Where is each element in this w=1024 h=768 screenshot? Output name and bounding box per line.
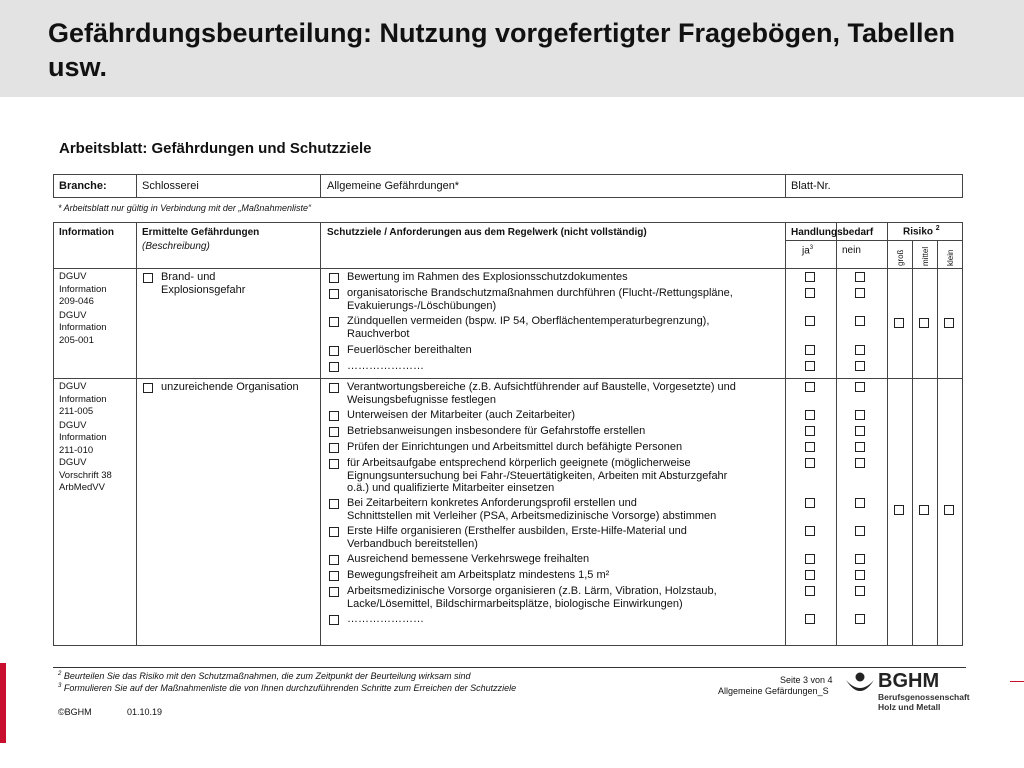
- nein-checkbox[interactable]: [855, 316, 865, 326]
- risiko-sup: 2: [935, 225, 940, 232]
- sheet-title: Arbeitsblatt: Gefährdungen und Schutzziele: [59, 140, 372, 157]
- section-divider: [53, 378, 963, 379]
- requirement-checkbox[interactable]: [329, 615, 339, 625]
- nein-checkbox[interactable]: [855, 526, 865, 536]
- ja-sup: 3: [809, 245, 814, 251]
- ja-checkbox[interactable]: [805, 458, 815, 468]
- ja-checkbox[interactable]: [805, 614, 815, 624]
- header-gross: groß: [896, 249, 905, 266]
- requirement-text: Verantwortungsbereiche (z.B. Aufsichtführender auf Baustelle, Vorgesetzte) und: [347, 381, 736, 393]
- requirement-checkbox[interactable]: [329, 459, 339, 469]
- info-line: DGUV: [59, 271, 87, 282]
- info-line: 211-010: [59, 444, 94, 456]
- ja-checkbox[interactable]: [805, 316, 815, 326]
- header-information: Information: [59, 227, 114, 238]
- ja-checkbox[interactable]: [805, 272, 815, 282]
- header-beschreibung: (Beschreibung): [142, 241, 210, 252]
- footnote-sup: 2: [58, 671, 62, 677]
- divider: [136, 174, 137, 198]
- nein-checkbox[interactable]: [855, 426, 865, 436]
- requirement-checkbox[interactable]: [329, 273, 339, 283]
- requirement-text: Bewegungsfreiheit am Arbeitsplatz mindestens 1,5 m²: [347, 569, 610, 581]
- requirement-text: für Arbeitsaufgabe entsprechend körperlich geeignete (möglicherweise: [347, 457, 691, 469]
- logo-name: BGHM: [878, 670, 940, 692]
- requirement-text: Rauchverbot: [347, 327, 410, 340]
- nein-checkbox[interactable]: [855, 498, 865, 508]
- nein-checkbox[interactable]: [855, 442, 865, 452]
- ja-checkbox[interactable]: [805, 554, 815, 564]
- nein-checkbox[interactable]: [855, 288, 865, 298]
- hazard-line: Explosionsgefahr: [161, 283, 246, 296]
- nein-checkbox[interactable]: [855, 345, 865, 355]
- header-handlungsbedarf: Handlungsbedarf: [791, 227, 874, 238]
- info-line: 205-001: [59, 334, 94, 346]
- header-ja: [802, 245, 813, 256]
- bghm-logo-icon: [845, 672, 875, 696]
- header-schutzziele: Schutzziele / Anforderungen aus dem Regelwerk (nicht vollständig): [327, 227, 647, 238]
- ja-checkbox[interactable]: [805, 498, 815, 508]
- info-line: Information: [59, 283, 107, 295]
- hazard-line: Brand- und: [161, 271, 216, 283]
- header-nein: nein: [842, 245, 861, 256]
- requirement-text: organisatorische Brandschutzmaßnahmen durchführen (Flucht-/Rettungspläne,: [347, 287, 733, 299]
- nein-checkbox[interactable]: [855, 554, 865, 564]
- info-line: 211-005: [59, 406, 94, 417]
- footnote-text: Beurteilen Sie das Risiko mit den Schutzmaßnahmen, die zum Zeitpunkt der Beurteilung wirksam sind: [63, 671, 471, 681]
- footnote-text: Formulieren Sie auf der Maßnahmenliste die von Ihnen durchzuführenden Schritte zum Erreichen der Schutzziele: [63, 683, 517, 693]
- requirement-checkbox[interactable]: [329, 555, 339, 565]
- requirement-text: Prüfen der Einrichtungen und Arbeitsmittel durch befähigte Personen: [347, 441, 683, 453]
- requirement-text: Weisungsbefugnisse festlegen: [347, 393, 497, 406]
- header-mittel: mittel: [921, 246, 930, 266]
- requirement-checkbox[interactable]: [329, 443, 339, 453]
- nein-checkbox[interactable]: [855, 458, 865, 468]
- nein-checkbox[interactable]: [855, 410, 865, 420]
- requirement-checkbox[interactable]: [329, 362, 339, 372]
- risk-klein-checkbox[interactable]: [944, 505, 954, 515]
- ja-checkbox[interactable]: [805, 345, 815, 355]
- requirement-checkbox[interactable]: [329, 587, 339, 597]
- blatt-nr-label: Blatt-Nr.: [791, 180, 831, 192]
- risk-mittel-checkbox[interactable]: [919, 318, 929, 328]
- requirement-checkbox[interactable]: [329, 317, 339, 327]
- info-line: DGUV: [59, 419, 87, 431]
- requirement-text: Zündquellen vermeiden (bspw. IP 54, Oberflächentemperaturbegrenzung),: [347, 315, 710, 327]
- accent-bar: [0, 663, 6, 743]
- document-name: Allgemeine Gefärdungen_S: [718, 686, 829, 696]
- ja-checkbox[interactable]: [805, 410, 815, 420]
- note: * Arbeitsblatt nur gültig in Verbindung mit der „Maßnahmenliste“: [58, 203, 311, 213]
- ja-checkbox[interactable]: [805, 361, 815, 371]
- requirement-checkbox[interactable]: [329, 499, 339, 509]
- nein-checkbox[interactable]: [855, 586, 865, 596]
- divider: [785, 174, 786, 198]
- accent-line: [1010, 681, 1024, 682]
- bghm-logo: [845, 670, 970, 712]
- date: 01.10.19: [127, 707, 163, 717]
- divider: [320, 174, 321, 198]
- nein-checkbox[interactable]: [855, 382, 865, 392]
- column-divider: [912, 240, 913, 646]
- risk-gross-checkbox[interactable]: [894, 318, 904, 328]
- column-divider: [320, 222, 321, 646]
- header-bottom: [53, 268, 963, 269]
- info-line: ArbMedVV: [59, 482, 105, 493]
- header-divider: [785, 240, 963, 241]
- requirement-text: Evakuierungs-/Löschübungen): [347, 299, 497, 312]
- ja-checkbox[interactable]: [805, 586, 815, 596]
- nein-checkbox[interactable]: [855, 361, 865, 371]
- nein-checkbox[interactable]: [855, 614, 865, 624]
- page-number: Seite 3 von 4: [780, 675, 833, 685]
- requirement-checkbox[interactable]: [329, 346, 339, 356]
- hazard-line: unzureichende Organisation: [161, 381, 299, 393]
- slide-title: Gefährdungsbeurteilung: Nutzung vorgefertigter Fragebögen, Tabellen usw.: [48, 18, 956, 82]
- footnote-2: [58, 671, 471, 681]
- ja-checkbox[interactable]: [805, 526, 815, 536]
- requirement-text: Lacke/Lösemittel, Bildschirmarbeitsplätze, biologische Einwirkungen): [347, 597, 683, 610]
- logo-sub1: Berufsgenossenschaft: [878, 692, 970, 702]
- nein-checkbox[interactable]: [855, 570, 865, 580]
- risk-mittel-checkbox[interactable]: [919, 505, 929, 515]
- ja-checkbox[interactable]: [805, 570, 815, 580]
- column-divider: [836, 222, 837, 646]
- column-divider: [937, 240, 938, 646]
- ja-checkbox[interactable]: [805, 426, 815, 436]
- category-value: Allgemeine Gefährdungen*: [327, 180, 460, 192]
- requirement-text: Unterweisen der Mitarbeiter (auch Zeitarbeiter): [347, 409, 576, 421]
- requirement-text: Bei Zeitarbeitern konkretes Anforderungsprofil erstellen und: [347, 497, 637, 509]
- info-line: DGUV: [59, 309, 87, 321]
- requirement-text: Erste Hilfe organisieren (Ersthelfer ausbilden, Erste-Hilfe-Material und: [347, 525, 687, 537]
- info-line: Information: [59, 393, 107, 405]
- column-divider: [136, 222, 137, 646]
- footer-divider: [53, 667, 966, 668]
- risk-gross-checkbox[interactable]: [894, 505, 904, 515]
- requirement-text: Verbandbuch bereitstellen): [347, 537, 478, 550]
- requirement-text: Bewertung im Rahmen des Explosionsschutzdokumentes: [347, 271, 628, 283]
- requirement-checkbox[interactable]: [329, 571, 339, 581]
- requirement-checkbox[interactable]: [329, 527, 339, 537]
- info-line: Information: [59, 322, 107, 333]
- branche-label: Branche:: [59, 180, 107, 192]
- info-line: Vorschrift 38: [59, 469, 112, 481]
- branche-value: Schlosserei: [142, 180, 199, 192]
- hazard-checkbox[interactable]: [143, 273, 153, 283]
- column-divider: [887, 222, 888, 646]
- requirement-text: Arbeitsmedizinische Vorsorge organisieren (z.B. Lärm, Vibration, Holzstaub,: [347, 585, 717, 597]
- requirement-checkbox[interactable]: [329, 427, 339, 437]
- requirement-text: Ausreichend bemessene Verkehrswege freihalten: [347, 553, 590, 565]
- header-risiko: [903, 225, 940, 237]
- requirement-text: Betriebsanweisungen insbesondere für Gefahrstoffe erstellen: [347, 425, 646, 437]
- header-klein: klein: [946, 249, 955, 266]
- requirement-text: Schnittstellen mit Verleiher (PSA, Arbeitsmedizinische Vorsorge) abstimmen: [347, 509, 717, 522]
- risiko-label: Risiko: [903, 226, 934, 238]
- requirement-text: Feuerlöscher bereithalten: [347, 344, 472, 356]
- info-line: 209-046: [59, 296, 94, 307]
- logo-sub2: Holz und Metall: [878, 702, 941, 712]
- ja-checkbox[interactable]: [805, 442, 815, 452]
- hazard-checkbox[interactable]: [143, 383, 153, 393]
- copyright: ©BGHM: [58, 707, 92, 717]
- requirement-checkbox[interactable]: [329, 411, 339, 421]
- nein-checkbox[interactable]: [855, 272, 865, 282]
- risk-klein-checkbox[interactable]: [944, 318, 954, 328]
- ja-checkbox[interactable]: [805, 288, 815, 298]
- footnote-sup: 3: [58, 683, 62, 689]
- requirement-checkbox[interactable]: [329, 383, 339, 393]
- info-line: DGUV: [59, 381, 87, 392]
- ja-checkbox[interactable]: [805, 382, 815, 392]
- footnote-3: [58, 683, 516, 693]
- info-line: Information: [59, 432, 107, 443]
- requirement-text: …………………: [347, 613, 424, 625]
- requirement-checkbox[interactable]: [329, 289, 339, 299]
- requirement-text: o.ä.) und qualifizierte Mitarbeiter einsetzen: [347, 482, 555, 494]
- requirement-text: Eignungsuntersuchung bei Fahr-/Steuertätigkeiten, Arbeiten mit Absturzgefahr: [347, 469, 728, 482]
- ja-label: ja: [802, 245, 810, 257]
- column-divider: [785, 222, 786, 646]
- info-line: DGUV: [59, 457, 87, 468]
- requirement-text: …………………: [347, 360, 424, 372]
- header-gefaehrdungen: Ermittelte Gefährdungen: [142, 227, 260, 238]
